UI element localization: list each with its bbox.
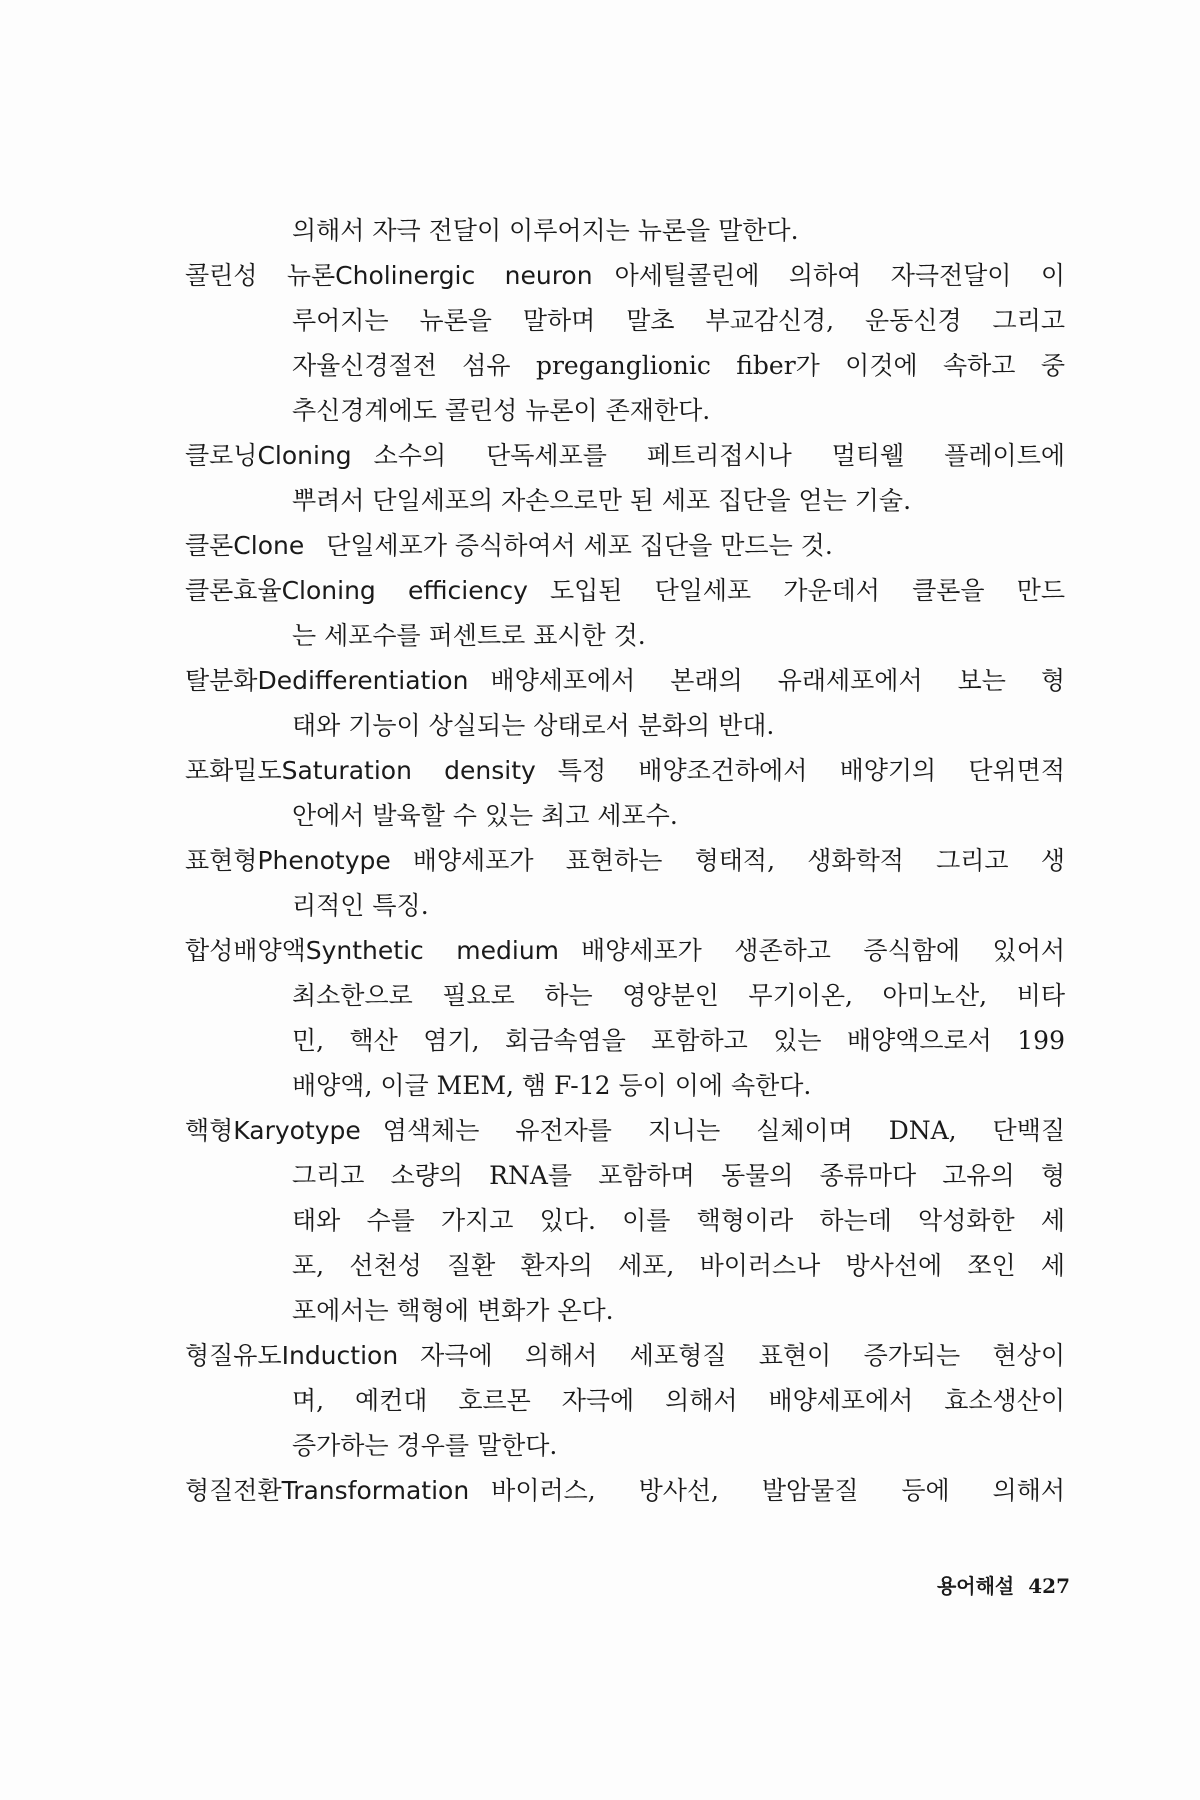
definition-text: 자율신경절전 섬유 preganglionic fiber가 이것에 속하고 중 <box>292 351 1065 380</box>
glossary-term: 형질전환Transformation <box>185 1476 470 1505</box>
glossary-term: 클론효율Cloning efficiency <box>185 576 528 605</box>
definition-text: 배양세포에서 본래의 유래세포에서 보는 형 <box>490 666 1065 695</box>
definition-text: 안에서 발육할 수 있는 최고 세포수. <box>292 801 678 830</box>
page-footer <box>870 1570 1070 1599</box>
entry-continuation-line <box>185 298 1065 343</box>
glossary-entry <box>185 928 1065 1108</box>
entry-continuation-line <box>185 478 1065 523</box>
glossary-entry <box>185 568 1065 658</box>
definition-text: 의해서 자극 전달이 이루어지는 뉴론을 말한다. <box>292 216 799 245</box>
definition-text: 리적인 특징. <box>292 891 429 920</box>
entry-continuation-line <box>185 703 1065 748</box>
definition-text: 바이러스, 방사선, 발암물질 등에 의해서 <box>491 1476 1065 1505</box>
definition-text: 며, 예컨대 호르몬 자극에 의해서 배양세포에서 효소생산이 <box>292 1386 1065 1415</box>
definition-text: 배양세포가 생존하고 증식함에 있어서 <box>581 936 1065 965</box>
glossary-term: 클론Clone <box>185 531 305 560</box>
glossary-term: 표현형Phenotype <box>185 846 391 875</box>
entry-continuation-line <box>185 1378 1065 1423</box>
glossary-body <box>185 208 1065 1513</box>
glossary-term: 콜린성 뉴론Cholinergic neuron <box>185 261 593 290</box>
entry-continuation-line <box>185 388 1065 433</box>
entry-first-line <box>185 208 1065 253</box>
definition-text: 포, 선천성 질환 환자의 세포, 바이러스나 방사선에 쪼인 세 <box>292 1251 1065 1280</box>
glossary-term: 형질유도Induction <box>185 1341 399 1370</box>
entry-first-line <box>185 568 1065 613</box>
glossary-entry <box>185 658 1065 748</box>
definition-text: 태와 수를 가지고 있다. 이를 핵형이라 하는데 악성화한 세 <box>292 1206 1065 1235</box>
entry-continuation-line <box>185 973 1065 1018</box>
definition-text: 소수의 단독세포를 페트리접시나 멀티웰 플레이트에 <box>373 441 1065 470</box>
definition-text: 루어지는 뉴론을 말하며 말초 부교감신경, 운동신경 그리고 <box>292 306 1065 335</box>
glossary-term: 탈분화Dedifferentiation <box>185 666 469 695</box>
entry-continuation-line <box>185 1063 1065 1108</box>
entry-first-line <box>185 748 1065 793</box>
definition-text: 배양액, 이글 MEM, 햄 F-12 등이 이에 속한다. <box>292 1071 812 1100</box>
definition-text: 도입된 단일세포 가운데서 클론을 만드 <box>549 576 1065 605</box>
glossary-entry <box>185 838 1065 928</box>
glossary-entry <box>185 1333 1065 1468</box>
glossary-entry <box>185 253 1065 433</box>
definition-text: 추신경계에도 콜린성 뉴론이 존재한다. <box>292 396 711 425</box>
entry-first-line <box>185 658 1065 703</box>
definition-text: 는 세포수를 퍼센트로 표시한 것. <box>292 621 646 650</box>
definition-text: 단일세포가 증식하여서 세포 집단을 만드는 것. <box>326 531 833 560</box>
glossary-entry <box>185 433 1065 523</box>
entry-first-line <box>185 1468 1065 1513</box>
glossary-entry-continuation <box>185 208 1065 253</box>
definition-text: 민, 핵산 염기, 회금속염을 포함하고 있는 배양액으로서 199 <box>292 1026 1065 1055</box>
entry-continuation-line <box>185 793 1065 838</box>
entry-continuation-line <box>185 1288 1065 1333</box>
definition-text: 아세틸콜린에 의하여 자극전달이 이 <box>614 261 1065 290</box>
glossary-entry <box>185 523 1065 568</box>
definition-text: 배양세포가 표현하는 형태적, 생화학적 그리고 생 <box>412 846 1065 875</box>
entry-first-line <box>185 838 1065 883</box>
definition-text: 자극에 의해서 세포형질 표현이 증가되는 현상이 <box>420 1341 1065 1370</box>
definition-text: 특정 배양조건하에서 배양기의 단위면적 <box>557 756 1065 785</box>
glossary-term: 포화밀도Saturation density <box>185 756 536 785</box>
entry-first-line <box>185 1333 1065 1378</box>
entry-first-line <box>185 253 1065 298</box>
definition-text: 증가하는 경우를 말한다. <box>292 1431 558 1460</box>
entry-continuation-line <box>185 1018 1065 1063</box>
entry-first-line <box>185 433 1065 478</box>
entry-first-line <box>185 1108 1065 1153</box>
glossary-entry <box>185 1468 1065 1513</box>
definition-text: 염색체는 유전자를 지니는 실체이며 DNA, 단백질 <box>382 1116 1065 1145</box>
definition-text: 최소한으로 필요로 하는 영양분인 무기이온, 아미노산, 비타 <box>292 981 1065 1010</box>
entry-first-line <box>185 523 1065 568</box>
glossary-entry <box>185 748 1065 838</box>
entry-continuation-line <box>185 883 1065 928</box>
definition-text: 포에서는 핵형에 변화가 온다. <box>292 1296 614 1325</box>
glossary-term: 합성배양액Synthetic medium <box>185 936 560 965</box>
running-footer-label: 용어해설 <box>936 1574 1015 1598</box>
entry-continuation-line <box>185 343 1065 388</box>
glossary-term: 클로닝Cloning <box>185 441 352 470</box>
definition-text: 태와 기능이 상실되는 상태로서 분화의 반대. <box>292 711 775 740</box>
glossary-term: 핵형Karyotype <box>185 1116 361 1145</box>
entry-continuation-line <box>185 1243 1065 1288</box>
entry-continuation-line <box>185 1423 1065 1468</box>
entry-continuation-line <box>185 1153 1065 1198</box>
entry-continuation-line <box>185 613 1065 658</box>
entry-continuation-line <box>185 1198 1065 1243</box>
entry-first-line <box>185 928 1065 973</box>
glossary-entry <box>185 1108 1065 1333</box>
definition-text: 그리고 소량의 RNA를 포함하며 동물의 종류마다 고유의 형 <box>292 1161 1065 1190</box>
page-number: 427 <box>1028 1574 1070 1598</box>
definition-text: 뿌려서 단일세포의 자손으로만 된 세포 집단을 얻는 기술. <box>292 486 912 515</box>
